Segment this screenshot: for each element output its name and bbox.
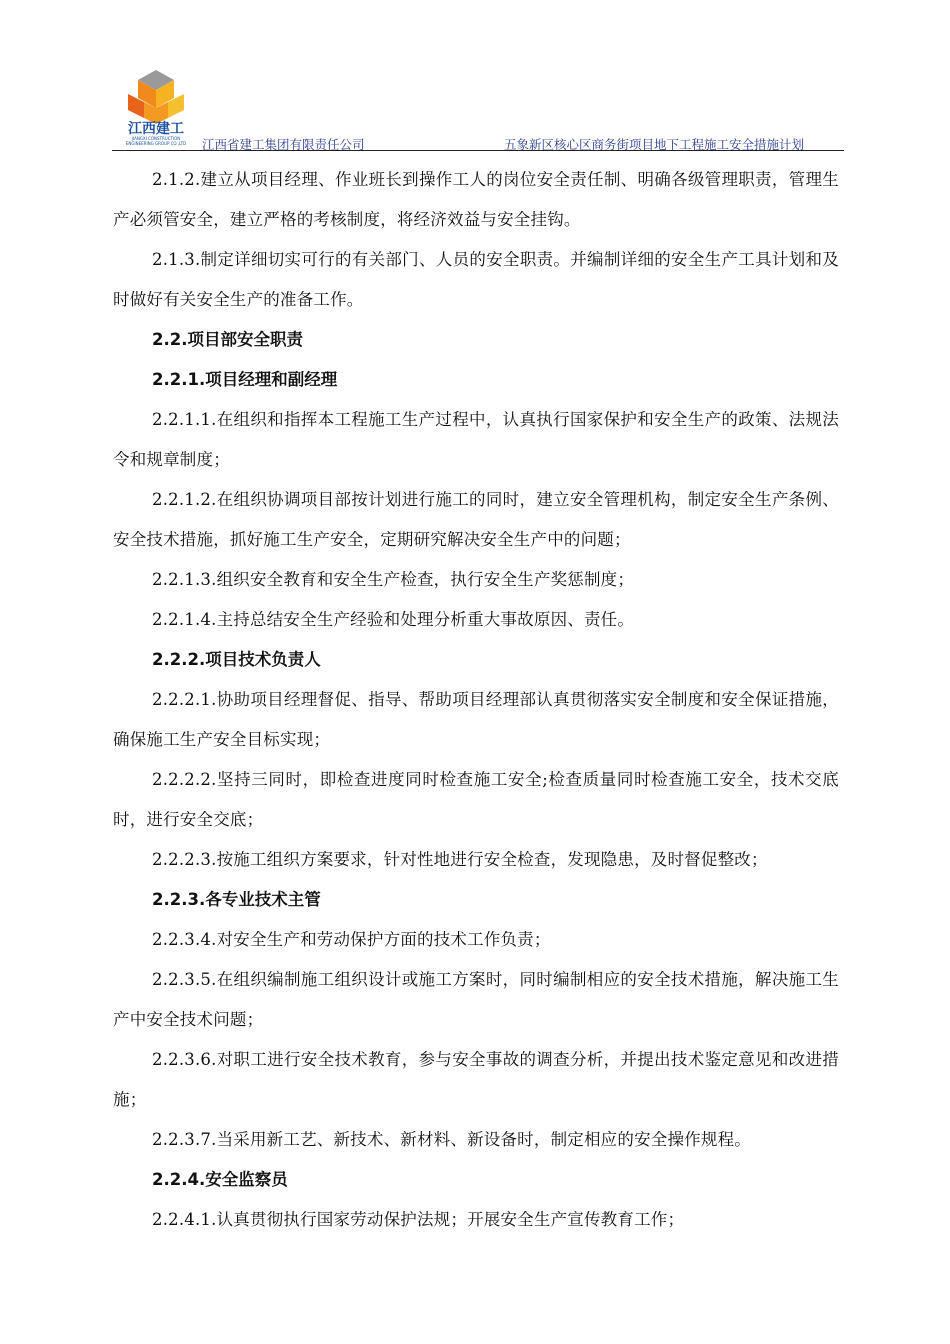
document-body [113,160,839,1240]
project-title: 五象新区核心区商务街项目地下工程施工安全措施计划 [503,137,804,152]
header-divider [112,150,844,151]
paragraph: 2.2.3.4.对安全生产和劳动保护方面的技术工作负责； [152,930,551,949]
paragraph: 2.1.2.建立从项目经理、作业班长到操作工人的岗位安全责任制、明确各级管理职责，管理生产必须管安全，建立严格的考核制度，将经济效益与安全挂钩。 [113,170,839,229]
section-heading: 2.2.项目部安全职责 [152,330,303,349]
section-heading: 2.2.2.项目技术负责人 [152,650,321,669]
paragraph: 2.2.3.5.在组织编制施工组织设计或施工方案时，同时编制相应的安全技术措施，解决施工生产中安全技术问题； [113,970,839,1029]
paragraph: 2.2.1.1.在组织和指挥本工程施工生产过程中，认真执行国家保护和安全生产的政策、法规法令和规章制度； [113,410,839,469]
paragraph: 2.2.2.3.按施工组织方案要求，针对性地进行安全检查，发现隐患，及时督促整改； [152,850,768,869]
page-header [112,60,844,152]
paragraph: 2.2.4.1.认真贯彻执行国家劳动保护法规；开展安全生产宣传教育工作； [152,1210,685,1229]
paragraph: 2.2.1.2.在组织协调项目部按计划进行施工的同时，建立安全管理机构，制定安全生产条例、安全技术措施，抓好施工生产安全，定期研究解决安全生产中的问题； [113,490,839,549]
paragraph: 2.2.1.4.主持总结安全生产经验和处理分析重大事故原因、责任。 [152,610,635,629]
section-heading: 2.2.3.各专业技术主管 [152,890,321,909]
company-name: 江西省建工集团有限责任公司 [202,137,365,152]
paragraph: 2.2.3.6.对职工进行安全技术教育，参与安全事故的调查分析，并提出技术鉴定意见和改进措施； [113,1050,839,1109]
section-heading: 2.2.1.项目经理和副经理 [152,370,338,389]
paragraph: 2.1.3.制定详细切实可行的有关部门、人员的安全职责。并编制详细的安全生产工具计划和及时做好有关安全生产的准备工作。 [113,250,839,309]
section-heading: 2.2.4.安全监察员 [152,1170,288,1189]
paragraph: 2.2.2.1.协助项目经理督促、指导、帮助项目经理部认真贯彻落实安全制度和安全保证措施，确保施工生产安全目标实现； [113,690,839,749]
logo-text: 江西建工 [128,121,184,137]
paragraph: 2.2.2.2.坚持三同时，即检查进度同时检查施工安全;检查质量同时检查施工安全，技术交底时，进行安全交底； [113,770,839,829]
paragraph: 2.2.1.3.组织安全教育和安全生产检查，执行安全生产奖惩制度； [152,570,635,589]
paragraph: 2.2.3.7.当采用新工艺、新技术、新材料、新设备时，制定相应的安全操作规程。 [152,1130,751,1149]
logo-subtext: JIANGXI CONSTRUCTION ENGINEERING GROUP CO.,LTD [125,136,187,146]
